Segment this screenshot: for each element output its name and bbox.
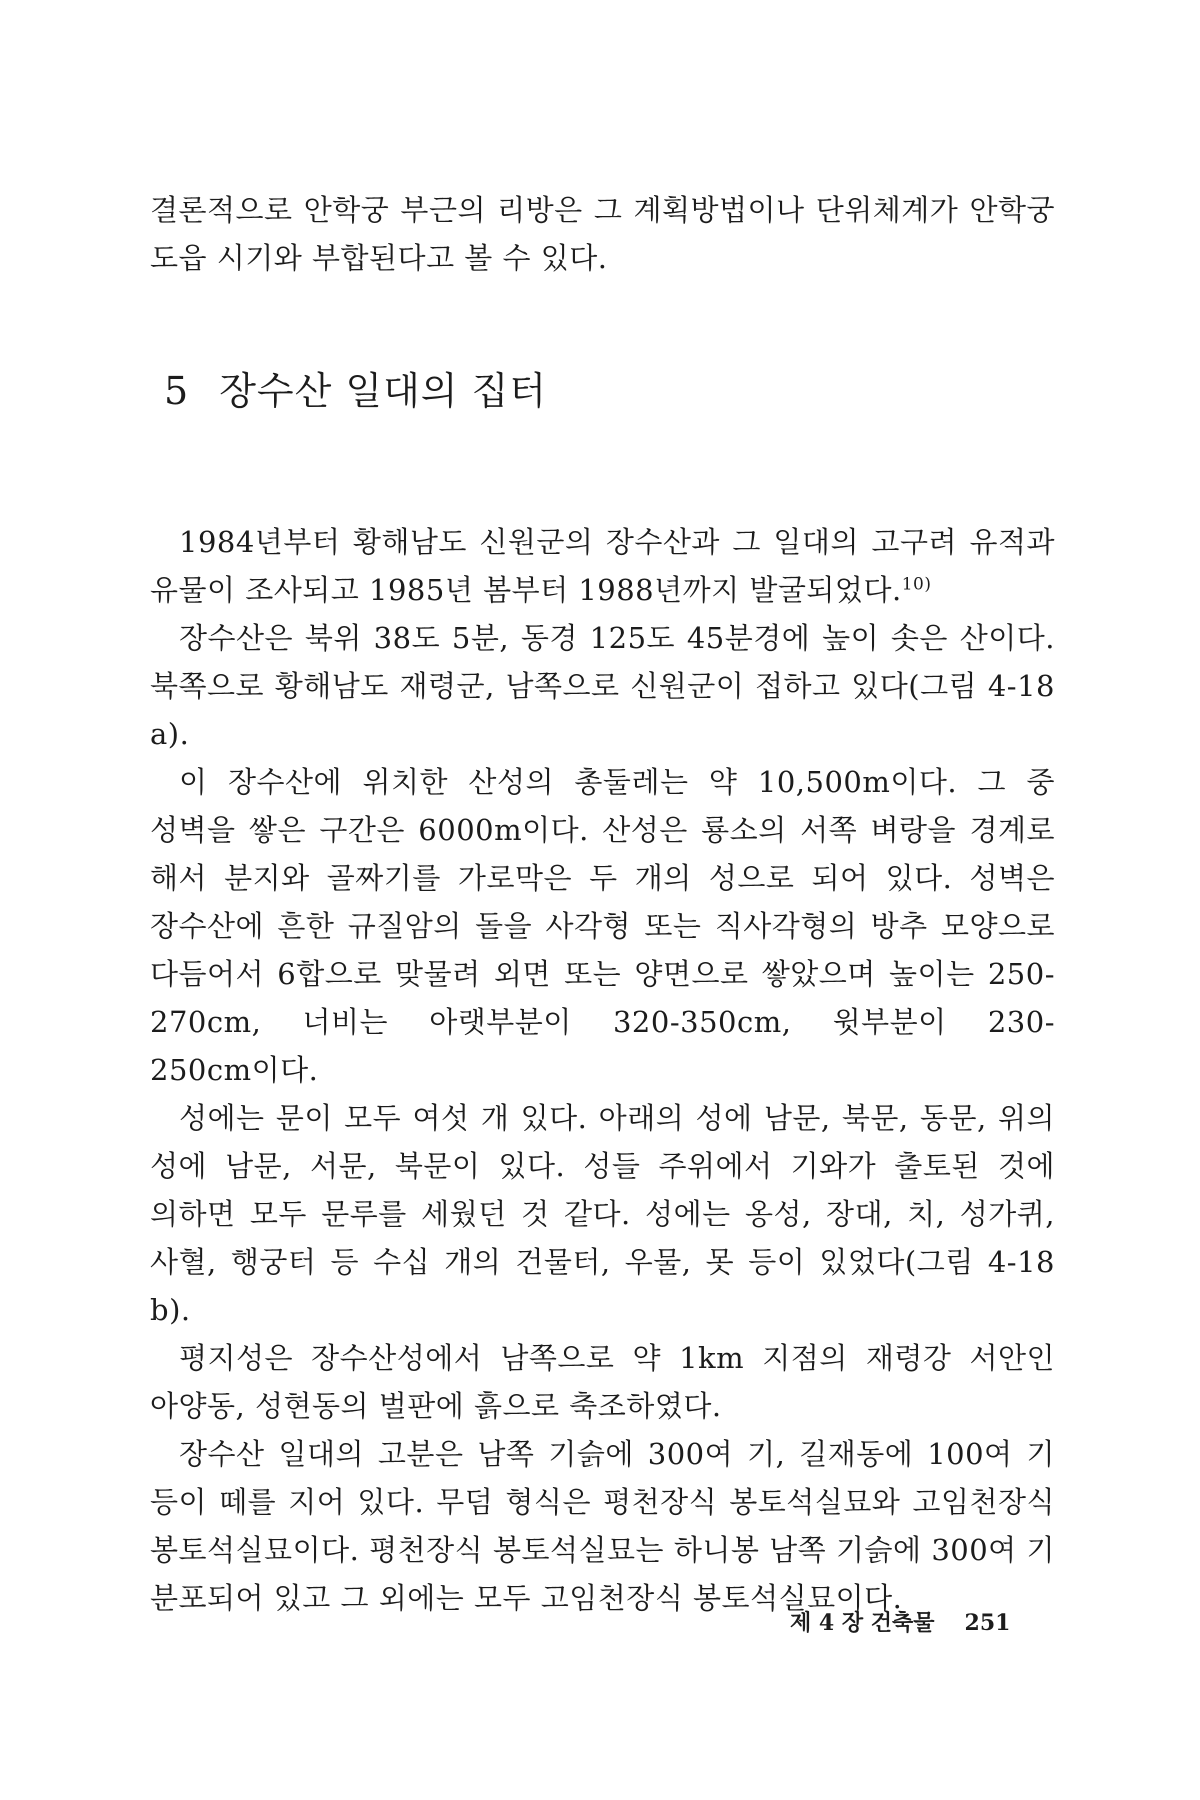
page-footer bbox=[790, 1608, 1010, 1638]
body-paragraph: 이 장수산에 위치한 산성의 총둘레는 약 10,500m이다. 그 중 성벽을 쌓은 구간은 6000m이다. 산성은 룡소의 서쪽 벼랑을 경계로 해서 분지와 골짜기를 가로막은 두 개의 성으로 되어 있다. 성벽은 장수산에 흔한 규질암의 돌을 사각형 또는 직사각형의 방추 모양으로 다듬어서 6합으로 맞물려 외면 또는 양면으로 쌓았으며 높이는 250-270cm, 너비는 아랫부분이 320-350cm, 윗부분이 230-250cm이다. bbox=[150, 765, 1055, 1087]
body-paragraph: 장수산 일대의 고분은 남쪽 기슭에 300여 기, 길재동에 100여 기 등이 떼를 지어 있다. 무덤 형식은 평천장식 봉토석실묘와 고임천장식 봉토석실묘이다. 평천장식 봉토석실묘는 하니봉 남쪽 기슭에 300여 기 분포되어 있고 그 외에는 모두 고임천장식 봉토석실묘이다. bbox=[150, 1437, 1055, 1615]
opening-paragraph: 결론적으로 안학궁 부근의 리방은 그 계획방법이나 단위체계가 안학궁 도읍 시기와 부합된다고 볼 수 있다. bbox=[150, 193, 1055, 275]
chapter-label: 제 4 장 건축물 bbox=[790, 1610, 935, 1636]
page-body bbox=[150, 186, 1055, 1622]
body-paragraph: 장수산은 북위 38도 5분, 동경 125도 45분경에 높이 솟은 산이다. 북쪽으로 황해남도 재령군, 남쪽으로 신원군이 접하고 있다(그림 4-18 a). bbox=[150, 621, 1055, 751]
paragraph-text: 1984년부터 황해남도 신원군의 장수산과 그 일대의 고구려 유적과 유물이 조사되고 1985년 봄부터 1988년까지 발굴되었다. bbox=[150, 525, 1055, 607]
body-paragraph: 평지성은 장수산성에서 남쪽으로 약 1km 지점의 재령강 서안인 아양동, 성현동의 벌판에 흙으로 축조하였다. bbox=[150, 1341, 1055, 1423]
body-paragraph: 성에는 문이 모두 여섯 개 있다. 아래의 성에 남문, 북문, 동문, 위의 성에 남문, 서문, 북문이 있다. 성들 주위에서 기와가 출토된 것에 의하면 모두 문루를 세웠던 것 같다. 성에는 옹성, 장대, 치, 성가퀴, 사혈, 행궁터 등 수십 개의 건물터, 우물, 못 등이 있었다(그림 4-18 b). bbox=[150, 1101, 1055, 1327]
footnote-marker: 10) bbox=[901, 574, 932, 595]
body-paragraph bbox=[150, 518, 1055, 614]
section-heading bbox=[164, 364, 1055, 418]
section-number: 5 bbox=[164, 369, 190, 413]
section-title: 장수산 일대의 집터 bbox=[219, 369, 548, 413]
page-number: 251 bbox=[964, 1610, 1011, 1636]
